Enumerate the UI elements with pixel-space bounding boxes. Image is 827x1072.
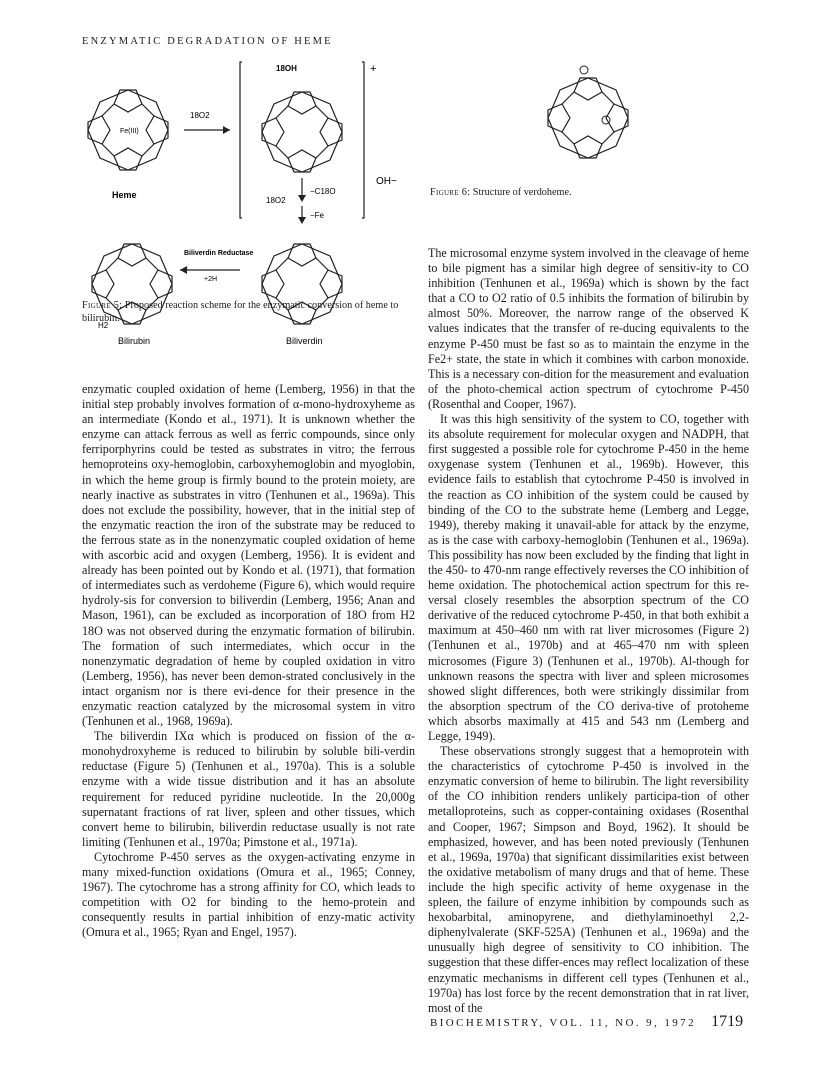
biliverdin-reductase-label: Biliverdin Reductase (184, 250, 254, 257)
fe-iii-label: Fe(III) (120, 128, 139, 135)
biliverdin-label: Biliverdin (286, 336, 323, 346)
plus-2h-label: +2H (204, 276, 218, 283)
o2-18-label: 18O2 (190, 111, 210, 120)
plus-sign: + (370, 63, 377, 75)
heme-label: Heme (112, 190, 137, 200)
right-paragraph-1: The microsomal enzyme system involved in the cleavage of heme to bile pigment has a similar high degree of sensitiv-ity to CO inhibition (Tenhunen et al., 1969a) which is shown by the fact that a CO to O2 ratio of 0.5 inhibits the formation of bilirubin by almost 50%. Moreover, the narrow range of the observed K values indicates that the transfer of re-ducing equivalents to the enzyme P-450 must be fast so as to maintain the enzyme in the Fe2+ state, the state in which it combines with carbon monoxide. This is a necessary con-dition for the measurement and evaluation of the photo-chemical action spectrum of cytochrome P-450 (Rosenthal and Cooper, 1967). (428, 246, 749, 411)
right-paragraph-3: These observations strongly suggest that a hemoprotein with the characteristics of cytochrome P-450 is involved in the enzymatic conversion of heme to bilirubin. The light reversibility of the CO inhibition renders unlikely participa-tion of other metalloproteins, such as copper-containing oxidases (Rosenthal and Cooper, 1967; Simpson and Boyd, 1962). It should be emphasized, however, and has been noted previously (Tenhunen et al., 1969a, 1970a) that significant dissimilarities exist between the oxidative metabolism of many drugs and that of heme. These include the high specific activity of heme oxygenase in the spleen, the failure of enzyme inhibition by compounds such as hexobarbital, aminopyrene, and diethylaminoethyl 2,2-diphenylvalerate (SKF-525A) (Tenhunen et al., 1969a) and the unusually high degree of sensitivity to CO inhibition. The suggestion that these differ-ences may reflect localization of these enzymatic mechanisms in different cell types (Tenhunen et al., 1970a) has lost force by the recent demonstration that in rat liver, most of the (428, 744, 749, 1015)
figure-6-structure (516, 58, 656, 178)
figure-6-caption-label: Figure 6: (430, 187, 471, 198)
figure-5-caption-label: Figure 5: (82, 300, 123, 311)
right-column (428, 246, 749, 1016)
oh-18-label: 18OH (276, 64, 297, 73)
left-paragraph-3: Cytochrome P-450 serves as the oxygen-activating enzyme in many mixed-function oxidations (Omura et al., 1965; Conney, 1967). The cytochrome has a strong affinity for CO, which leads to competition with O2 for binding to the hemo-protein and consequently results in partial inhibition of enzy-matic activity (Omura et al., 1965; Ryan and Engel, 1957). (82, 849, 415, 940)
minus-c18o-label: −C18O (310, 187, 336, 196)
oh-minus-label: OH− (376, 176, 397, 187)
figure-5-caption-text: Proposed reaction scheme for the enzymatic conversion of heme to bilirubin. (82, 300, 399, 324)
figure-5-scheme (80, 58, 425, 346)
page-number: 1719 (711, 1013, 744, 1030)
figure-6-caption-text: Structure of verdoheme. (472, 187, 572, 198)
running-header: ENZYMATIC DEGRADATION OF HEME (82, 36, 333, 47)
minus-fe-label: −Fe (310, 211, 325, 220)
left-paragraph-2: The biliverdin IXα which is produced on fission of the α-monohydroxyheme is reduced to bilirubin by soluble bili-verdin reductase (Figure 5) (Tenhunen et al., 1970a). This is a soluble enzyme with a wide tissue distribution and it has an absolute requirement for reduced pyridine nucleotide. In the 20,000g supernatant fractions of rat liver, spleen and other tissues, which convert heme to bilirubin, biliverdin reductase usually is not rate limiting (Tenhunen et al., 1970a; Pimstone et al., 1971a). (82, 729, 415, 849)
h2-label: H2 (98, 321, 109, 330)
right-paragraph-2: It was this high sensitivity of the system to CO, together with its absolute requirement for molecular oxygen and NADPH, that first suggested a possible role for cytochrome P-450 in the heme oxygenase system (Tenhunen et al., 1969b). However, this evidence fails to establish that cytochrome P-450 is involved in the reaction as CO inhibition of the system could be caused by binding of the CO to the substrate heme (Lemberg and Legge, 1949), thereby making it unavail-able for attack by the enzyme, as is the case with carboxy-hemoglobin (Tenhunen et al., 1969a). This possibility has now been excluded by the finding that light in the 450- to 470-nm range effectively reverses the CO inhibition of heme oxidation. The photochemical action spectrum for this re-versal closely resembles the absorption spectrum of the CO derivative of the reduced cytochrome P-450, in that both exhibit a maximum at 450–460 nm with rat liver microsomes (Figure 2) (Tenhunen et al., 1970b) and at 465–470 nm with spleen microsomes (Figure 3) (Tenhunen et al., 1970b). Al-though for unknown reasons the spectra with liver and spleen microsomes showed slight differences, both were strikingly dissimilar from the absorption spectrum of the CO deriva-tive of protoheme which absorbs maximally at 415 and 543 nm (Lemberg and Legge, 1949). (428, 412, 749, 743)
journal-citation: BIOCHEMISTRY, VOL. 11, NO. 9, 1972 (430, 1017, 696, 1029)
figure-5-caption (82, 300, 422, 325)
left-column (82, 382, 415, 940)
journal-footer (430, 1013, 743, 1031)
o2-18b-label: 18O2 (266, 196, 286, 205)
bilirubin-label: Bilirubin (118, 336, 151, 346)
left-paragraph-1: enzymatic coupled oxidation of heme (Lemberg, 1956) in that the initial step probably involves formation of α-mono-hydroxyheme as an intermediate (Kondo et al., 1971). It is unknown whether the enzyme can attack ferrous as well as ferric compounds, since only ferriporphyrins could be tested as substrates in vitro; the ferrous hemoproteins oxy-hemoglobin, carboxyhemoglobin and myoglobin, in which the heme group is firmly bound to the protein moiety, are nearly inactive as substrates in vitro (Tenhunen et al., 1969a). This does not exclude the possibility, however, that in the initial step of the enzymatic reaction the iron of the substrate may be reduced to the ferrous state as in the nonenzymatic coupled oxidation of heme with ascorbic acid and oxygen (Lemberg, 1956). It is evident and already has been pointed out by Kondo et al. (1971), that formation of intermediates such as verdoheme (Figure 6), which would require hydroly-sis for conversion to biliverdin (Lemberg, 1956; Anan and Mason, 1961), can be excluded as incorporation of 18O from H2 18O was not observed during the enzymatic formation of bilirubin. The formation of such intermediates, which occur in the nonenzymatic degradation of heme by coupled oxidation in vitro (Lemberg, 1956), has never been demon-strated conclusively in the intact organism nor is there evi-dence for their presence in the enzymatic reaction catalyzed by the microsomal system in vitro (Tenhunen et al., 1968, 1969a). (82, 382, 415, 729)
figure-6-caption (430, 187, 750, 200)
